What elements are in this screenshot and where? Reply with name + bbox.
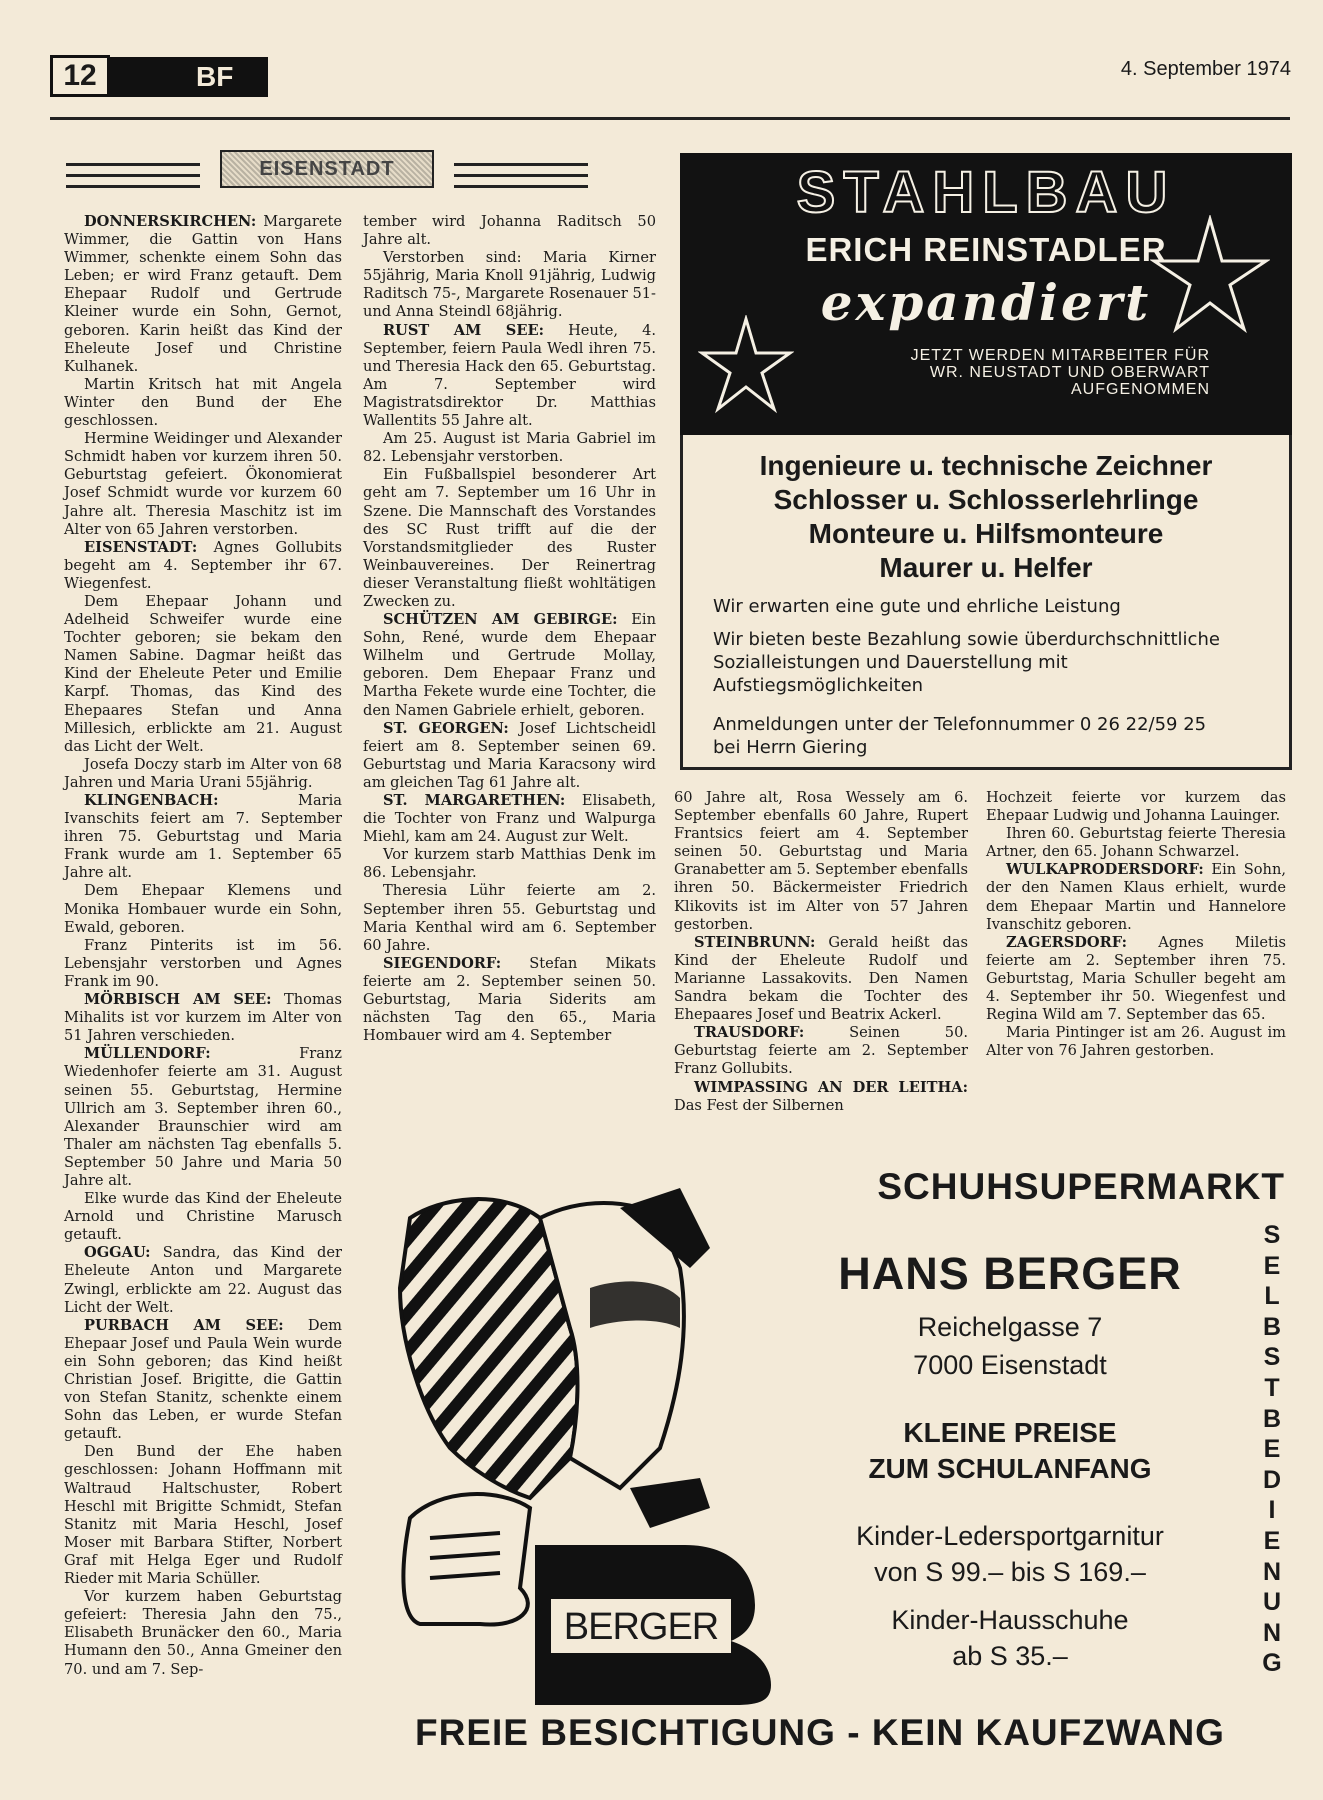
ad-title: STAHLBAU [796, 160, 1176, 225]
berger-offer-1 [790, 1518, 1230, 1590]
place-name: MÜLLENDORF: [84, 1045, 211, 1063]
place-name: PURBACH AM SEE: [84, 1316, 284, 1334]
article-paragraph [363, 611, 656, 720]
place-name: WULKAPRODERSDORF: [1006, 861, 1204, 879]
ad-contact [713, 713, 1273, 759]
star-left-icon [698, 315, 794, 415]
paragraph-text: Ihren 60. Geburtstag feierte Theresia Artner, den 65. Johann Schwarzel. [986, 825, 1286, 861]
article-paragraph [986, 825, 1286, 861]
berger-footer: FREIE BESICHTIGUNG - KEIN KAUFZWANG [415, 1712, 1225, 1753]
ad-expectation: Wir erwarten eine gute und ehrliche Leistung [713, 596, 1121, 617]
paragraph-text: Hochzeit feierte vor kurzem das Ehepaar Ludwig und Johanna Lauinger. [986, 789, 1286, 825]
job-list [683, 449, 1289, 585]
issue-date: 4. September 1974 [1120, 58, 1291, 80]
article-paragraph [64, 213, 342, 376]
berger-item-1: Kinder-Ledersportgarnitur [856, 1521, 1164, 1551]
place-name: RUST AM SEE: [383, 321, 544, 339]
ad-subtext-line-3: AUFGENOMMEN [1071, 381, 1210, 398]
article-paragraph [64, 1443, 342, 1588]
article-paragraph [986, 861, 1286, 933]
article-paragraph [674, 1024, 968, 1078]
article-paragraph [64, 376, 342, 430]
berger-street: Reichelgasse 7 [917, 1312, 1103, 1342]
article-paragraph [363, 249, 656, 321]
job-2: Schlosser u. Schlosserlehrlinge [773, 484, 1199, 515]
place-name: KLINGENBACH: [84, 792, 219, 809]
paragraph-text: Sandra, das Kind der Eheleute Anton und Margarete Zwingl, erblickte am 22. August das Licht der Welt. [64, 1244, 342, 1316]
paragraph-text: Martin Kritsch hat mit Angela Winter den Bund der Ehe geschlossen. [64, 375, 342, 430]
paragraph-text: Stefan Mikats feierte am 2. September seinen 50. Geburtstag, Maria Siderits am nächsten Tag den 65., Maria Hombauer wird am 4. September [363, 954, 656, 1045]
article-column-2 [363, 213, 656, 1045]
vertical-letter: U [1262, 1588, 1282, 1617]
vertical-letter: E [1263, 1526, 1281, 1555]
place-name: DONNERSKIRCHEN: [84, 213, 257, 230]
article-paragraph [64, 430, 342, 539]
article-column-1 [64, 213, 342, 1679]
paragraph-text: Seinen 50. Geburtstag feierte am 2. September Franz Gollubits. [674, 1024, 968, 1078]
article-paragraph [363, 720, 656, 792]
job-3: Monteure u. Hilfsmonteure [808, 518, 1164, 549]
job-4: Maurer u. Helfer [879, 552, 1093, 583]
article-paragraph [64, 991, 342, 1045]
place-name: SCHÜTZEN AM GEBIRGE: [383, 611, 618, 629]
article-column-4 [986, 789, 1286, 1060]
article-paragraph [674, 1079, 968, 1115]
article-paragraph [64, 792, 342, 882]
paragraph-text: Franz Pinterits ist im 56. Lebensjahr verstorben und Agnes Frank im 90. [64, 936, 342, 990]
article-paragraph [363, 882, 656, 954]
ad-offer: Wir bieten beste Bezahlung sowie überdurchschnittliche Sozialleistungen und Dauerstellung mit Aufstiegsmöglichkeiten [713, 629, 1220, 696]
job-1: Ingenieure u. technische Zeichner [759, 450, 1213, 481]
paragraph-text: Hermine Weidinger und Alexander Schmidt haben vor kurzem ihren 50. Geburtstag gefeiert. Ökonomierat Josef Schmidt wurde vor kurzem 60 Jahre alt. Theresia Maschitz ist im Alter von 65 Jahren verstorben. [64, 430, 342, 538]
paragraph-text: Josef Lichtscheidl feiert am 8. September seinen 69. Geburtstag und Maria Karacsony wird am gleichen Tag 61 Jahre alt. [363, 719, 656, 791]
paragraph-text: Dem Ehepaar Josef und Paula Wein wurde ein Sohn geboren; das Kind heißt Christian Josef. Brigitte, die Gattin von Stefan Stanitz, schenkte einem Sohn das Leben, er wurde Stefan getauft. [64, 1316, 342, 1443]
star-right-icon [1150, 215, 1270, 335]
vertical-letter: L [1264, 1282, 1280, 1311]
article-paragraph [64, 593, 342, 756]
article-paragraph [363, 846, 656, 882]
vertical-letter: G [1262, 1649, 1282, 1678]
paragraph-text: Agnes Gollubits begeht am 4. September ihr 67. Wiegenfest. [64, 538, 342, 592]
place-name: MÖRBISCH AM SEE: [84, 991, 272, 1009]
berger-offer-2 [790, 1602, 1230, 1674]
paragraph-text: Josefa Doczy starb im Alter von 68 Jahren und Maria Urani 55jährig. [64, 755, 342, 791]
vertical-letter: T [1264, 1373, 1280, 1402]
ad-slogan: expandiert [820, 273, 1152, 332]
ad-company: ERICH REINSTADLER [805, 231, 1167, 268]
article-paragraph [64, 937, 342, 991]
article-paragraph [64, 1244, 342, 1316]
section-label: BF [108, 57, 268, 97]
place-name: OGGAU: [84, 1244, 151, 1262]
article-paragraph [363, 322, 656, 431]
paragraph-text: Maria Ivanschits feiert am 7. September ihren 75. Geburtstag und Maria Frank wurde am 1. September 65 Jahre alt. [64, 792, 342, 882]
article-paragraph [674, 789, 968, 934]
page-number: 12 [50, 55, 110, 97]
ad-subtext-line-2: WR. NEUSTADT UND OBERWART [929, 364, 1210, 381]
paragraph-text: Gerald heißt das Kind der Eheleute Rudolf und Marianne Lassakovits. Den Namen Sandra bekam die Tochter des Ehepaares Josef und Beatrix Ackerl. [674, 933, 968, 1024]
ad-subtext-line-1: JETZT WERDEN MITARBEITER FÜR [910, 347, 1210, 364]
article-paragraph [64, 1588, 342, 1678]
vertical-letter: I [1268, 1496, 1276, 1525]
paragraph-text: Dem Ehepaar Johann und Adelheid Schweifer wurde eine Tochter geboren; sie bekam den Namen Sabine. Dagmar heißt das Kind der Eheleute Peter und Emilie Karpf. Thomas, das Kind des Ehepaares Stefan und Anna Millesich, erblickte am 21. August das Licht der Welt. [64, 592, 342, 755]
paragraph-text: Vor kurzem starb Matthias Denk im 86. Lebensjahr. [363, 846, 656, 882]
article-paragraph [64, 756, 342, 792]
place-name: EISENSTADT: [84, 538, 198, 556]
berger-logo-text: BERGER [563, 1606, 719, 1648]
paragraph-text: Elke wurde das Kind der Eheleute Arnold und Christine Marusch getauft. [64, 1190, 342, 1244]
article-paragraph [363, 955, 656, 1045]
berger-address [800, 1308, 1220, 1384]
berger-price-1: von S 99.– bis S 169.– [874, 1557, 1146, 1587]
article-paragraph [363, 792, 656, 846]
vertical-letter: N [1262, 1557, 1282, 1586]
paragraph-text: Ein Fußballspiel besonderer Art geht am 7. September um 16 Uhr in Szene. Die Mannschaft des Vorstandes des SC Rust trifft auf die der Vorstandsmitglieder des Ruster Weinbauvereines. Der Reinertrag dieser Veranstaltung fließt wohltätigen Zwecken zu. [363, 466, 656, 610]
stahlbau-jobs-box [680, 435, 1292, 770]
stahlbau-ad [680, 153, 1292, 435]
paragraph-text: Ein Sohn, René, wurde dem Ehepaar Wilhelm und Gertrude Mollay, geboren. Dem Ehepaar Franz und Martha Fekete wurde eine Tochter, die den Namen Gabriele erhielt, geboren. [363, 611, 656, 719]
paragraph-text: 60 Jahre alt, Rosa Wessely am 6. September ebenfalls 60 Jahre, Rupert Frantsics feiert am 4. September seinen 50. Geburtstag und Maria Granabetter am 5. September ebenfalls ihren 50. Bäckermeister Friedrich Klikovits ist im Alter von 57 Jahren gestorben. [674, 789, 968, 933]
section-heading: EISENSTADT [220, 150, 434, 188]
paragraph-text: Vor kurzem haben Geburtstag gefeiert: Theresia Jahn den 75., Elisabeth Brunäcker den 60., Maria Humann den 50., Anna Gmeiner den 70. und am 7. Sep- [64, 1588, 342, 1678]
article-paragraph [64, 1317, 342, 1444]
berger-name: HANS BERGER [838, 1248, 1182, 1299]
berger-promo-1: KLEINE PREISE [903, 1417, 1117, 1448]
berger-city: 7000 Eisenstadt [913, 1350, 1107, 1380]
berger-price-2: ab S 35.– [952, 1641, 1068, 1671]
paragraph-text: Heute, 4. September, feiern Paula Wedl ihren 75. und Theresia Hack den 65. Geburtstag. Am 7. September wird Magistratsdirektor Dr. Matthias Wallentits 55 Jahre alt. [363, 321, 656, 430]
article-paragraph [363, 213, 656, 249]
paragraph-text: tember wird Johanna Raditsch 50 Jahre alt. [363, 213, 656, 249]
place-name: SIEGENDORF: [383, 954, 502, 972]
article-paragraph [674, 934, 968, 1024]
vertical-letter: B [1262, 1404, 1282, 1433]
vertical-letter: E [1263, 1435, 1281, 1464]
paragraph-text: Agnes Miletis feierte am 2. September ihren 75. Geburtstag, Maria Schuller begeht am 4. September ihr 50. Wiegenfest und Regina Wild am 7. September das 65. [986, 933, 1286, 1024]
heading-rule-right-2 [454, 158, 588, 188]
paragraph-text: Dem Ehepaar Klemens und Monika Hombauer wurde ein Sohn, Ewald, geboren. [64, 882, 342, 936]
berger-promo-2: ZUM SCHULANFANG [868, 1453, 1152, 1484]
article-column-3 [674, 789, 968, 1115]
place-name: STEINBRUNN: [694, 933, 816, 951]
place-name: ST. GEORGEN: [383, 719, 509, 737]
article-paragraph [363, 466, 656, 611]
paragraph-text: Ein Sohn, der den Namen Klaus erhielt, wurde dem Ehepaar Martin und Hannelore Ivanschitz geboren. [986, 861, 1286, 933]
berger-item-2: Kinder-Hausschuhe [891, 1605, 1129, 1635]
paragraph-text: Margarete Wimmer, die Gattin von Hans Wimmer, schenkte einem Sohn das Leben; er wird Franz getauft. Dem Ehepaar Rudolf und Gertrude Kleiner wurde ein Sohn, Gernot, geboren. Karin heißt das Kind der Eheleute Josef und Christine Kulhanek. [64, 213, 342, 375]
vertical-letter: D [1262, 1465, 1282, 1494]
vertical-letter: S [1263, 1221, 1281, 1249]
article-paragraph [363, 430, 656, 466]
ad-subtext [810, 347, 1210, 398]
article-paragraph [64, 539, 342, 593]
paragraph-text: Am 25. August ist Maria Gabriel im 82. Lebensjahr verstorben. [363, 430, 656, 466]
paragraph-text: Den Bund der Ehe haben geschlossen: Johann Hoffmann mit Waltraud Haltschuster, Robert Heschl mit Brigitte Schmidt, Stefan Stanitz mit Maria Heschl, Josef Moser mit Barbara Stifter, Norbert Graf mit Helga Eger und Rudolf Rieder mit Maria Schüller. [64, 1443, 342, 1588]
vertical-letter: E [1263, 1251, 1281, 1280]
berger-vertical-text [1257, 1220, 1287, 1679]
article-paragraph [986, 934, 1286, 1024]
place-name: TRAUSDORF: [694, 1024, 805, 1042]
paragraph-text: Theresia Lühr feierte am 2. September ihren 55. Geburtstag und Maria Kenthal wird am 6. September 60 Jahre. [363, 882, 656, 954]
article-paragraph [64, 1045, 342, 1190]
place-name: ZAGERSDORF: [1006, 933, 1127, 951]
article-paragraph [64, 1190, 342, 1244]
ad-contact-person: bei Herrn Giering [713, 737, 868, 758]
berger-promo [800, 1415, 1220, 1487]
vertical-letter: B [1262, 1312, 1282, 1341]
paragraph-text: Franz Wiedenhofer feierte am 31. August seinen 55. Geburtstag, Hermine Ullrich am 3. September ihren 60., Alexander Braunschier wird am Thaler am nächsten Tag ebenfalls 5. September 50 Jahre und Maria 50 Jahre alt. [64, 1045, 342, 1189]
paragraph-text: Maria Pintinger ist am 26. August im Alter von 76 Jahren gestorben. [986, 1024, 1286, 1060]
place-name: ST. MARGARETHEN: [383, 792, 566, 809]
berger-headline: SCHUHSUPERMARKT [877, 1166, 1285, 1207]
paragraph-text: Das Fest der Silbernen [674, 1096, 844, 1114]
header-rule [50, 117, 1290, 120]
vertical-letter: S [1263, 1343, 1281, 1372]
vertical-letter: N [1262, 1618, 1282, 1647]
ad-contact-phone: Anmeldungen unter der Telefonnummer 0 26 22/59 25 [713, 714, 1207, 735]
article-paragraph [986, 1024, 1286, 1060]
paragraph-text: Thomas Mihalits ist vor kurzem im Alter von 51 Jahren verschieden. [64, 991, 342, 1045]
heading-rule-left-2 [66, 158, 200, 188]
paragraph-text: Elisabeth, die Tochter von Franz und Walpurga Miehl, kam am 24. August zur Welt. [363, 792, 656, 846]
place-name: WIMPASSING AN DER LEITHA: [694, 1078, 968, 1096]
article-paragraph [64, 882, 342, 936]
paragraph-text: Verstorben sind: Maria Kirner 55jährig, Maria Knoll 91jährig, Ludwig Raditsch 75-, Margarete Rosenauer 51- und Anna Steindl 68jährig. [363, 249, 656, 321]
article-paragraph [986, 789, 1286, 825]
